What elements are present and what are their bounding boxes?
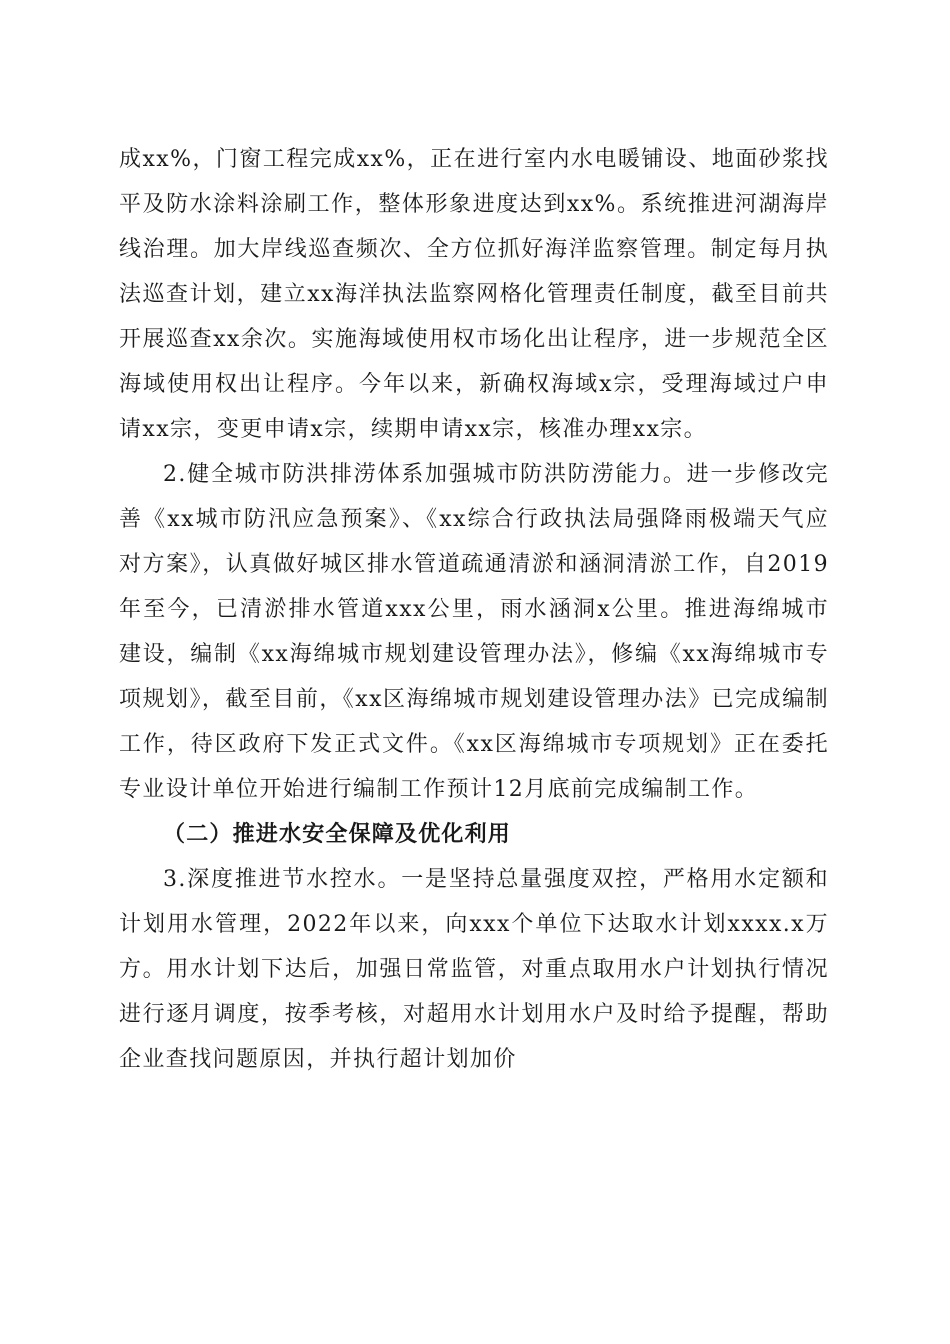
document-body [119,137,829,1082]
paragraph-flood-control: 2.健全城市防洪排涝体系加强城市防洪防涝能力。进一步修改完善《xx城市防汛应急预案》、《xx综合行政执法局强降雨极端天气应对方案》，认真做好城区排水管道疏通清淤和涵洞清淤工作，自2019年至今，已清淤排水管道xxx公里，雨水涵洞x公里。推进海绵城市建设，编制《xx海绵城市规划建设管理办法》，修编《xx海绵城市专项规划》，截至目前，《xx区海绵城市规划建设管理办法》已完成编制工作，待区政府下发正式文件。《xx区海绵城市专项规划》正在委托专业设计单位开始进行编制工作预计12月底前完成编制工作。 [119,462,829,802]
paragraph-water-saving: 3.深度推进节水控水。一是坚持总量强度双控，严格用水定额和计划用水管理，2022年以来，向xxx个单位下达取水计划xxxx.x万方。用水计划下达后，加强日常监管，对重点取用水户计划执行情况进行逐月调度，按季考核，对超用水计划用水户及时给予提醒，帮助企业查找问题原因，并执行超计划加价 [119,867,829,1072]
section-heading: （二）推进水安全保障及优化利用 [163,822,512,847]
continuation-paragraph: 成xx%，门窗工程完成xx%，正在进行室内水电暖铺设、地面砂浆找平及防水涂料涂刷工作，整体形象进度达到xx%。系统推进河湖海岸线治理。加大岸线巡查频次、全方位抓好海洋监察管理。制定每月执法巡查计划，建立xx海洋执法监察网格化管理责任制度，截至目前共开展巡查xx余次。实施海域使用权市场化出让程序，进一步规范全区海域使用权出让程序。今年以来，新确权海域x宗，受理海域过户申请xx宗，变更申请x宗，续期申请xx宗，核准办理xx宗。 [119,147,829,442]
